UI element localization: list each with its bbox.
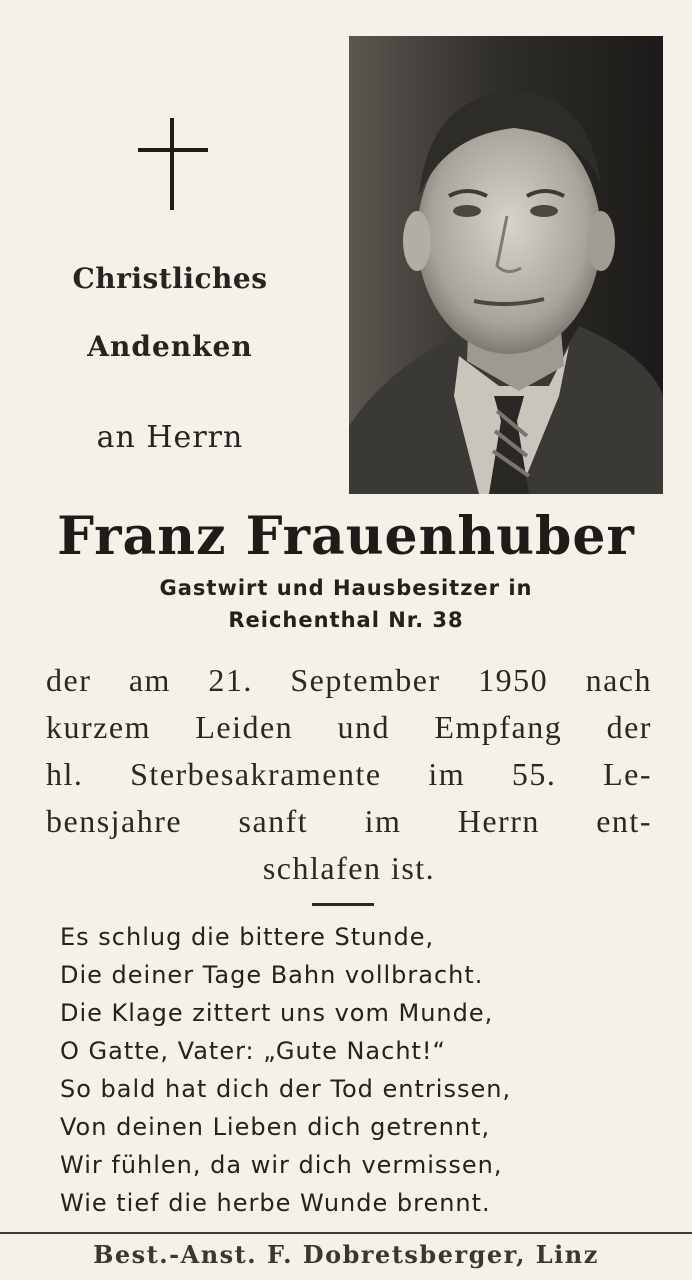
death-notice <box>46 660 652 895</box>
divider <box>312 903 374 906</box>
occupation-line-1: Gastwirt und Hausbesitzer in <box>159 576 533 600</box>
heading-andenken: Andenken <box>87 330 253 363</box>
printer-imprint: Best.-Anst. F. Dobretsberger, Linz <box>93 1240 599 1269</box>
poem-line: Die Klage zittert uns vom Munde, <box>60 999 494 1027</box>
poem-line: So bald hat dich der Tod entrissen, <box>60 1075 512 1103</box>
footer-rule <box>0 1232 692 1234</box>
portrait-photo <box>349 36 663 494</box>
poem-line: Es schlug die bittere Stunde, <box>60 923 435 951</box>
notice-line: der am 21. September 1950 nach <box>46 662 652 698</box>
memorial-poem <box>60 918 680 1222</box>
notice-line: hl. Sterbesakramente im 55. Le- <box>46 756 652 792</box>
notice-line: kurzem Leiden und Empfang der <box>46 709 652 745</box>
deceased-name: Franz Frauenhuber <box>57 506 635 567</box>
heading-christliches: Christliches <box>72 262 268 295</box>
poem-line: Von deinen Lieben dich getrennt, <box>60 1113 491 1141</box>
cross-icon <box>138 118 208 210</box>
poem-line: O Gatte, Vater: „Gute Nacht!“ <box>60 1037 446 1065</box>
poem-line: Wir fühlen, da wir dich vermissen, <box>60 1151 503 1179</box>
poem-line: Wie tief die herbe Wunde brennt. <box>60 1189 491 1217</box>
heading-an-herrn: an Herrn <box>96 420 244 455</box>
notice-line: bensjahre sanft im Herrn ent- <box>46 803 652 839</box>
notice-line: schlafen ist. <box>262 850 436 886</box>
poem-line: Die deiner Tage Bahn vollbracht. <box>60 961 484 989</box>
occupation-line-2: Reichenthal Nr. 38 <box>228 608 464 632</box>
